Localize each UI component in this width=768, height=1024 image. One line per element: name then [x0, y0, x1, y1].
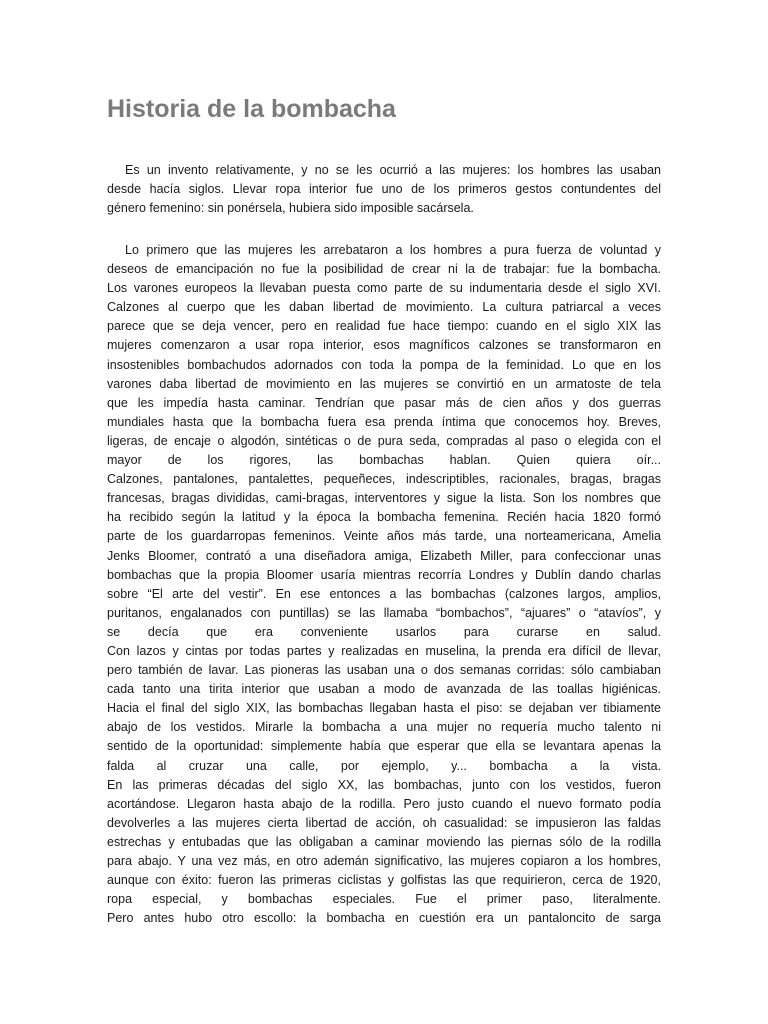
text-line: Lo primero que las mujeres les arrebataron a los hombres a pura fuerza de voluntad y — [125, 243, 661, 257]
text-line: estrechas y entubadas que las obligaban a caminar moviendo las piernas sólo de la rodilla — [107, 834, 661, 849]
text-line: acortándose. Llegaron hasta abajo de la rodilla. Pero justo cuando el nuevo formato podía — [107, 796, 661, 811]
text-line: mayor de los rigores, las bombachas hablan. Quien quiera oír... — [107, 453, 661, 468]
text-line: parte de los guardarropas femeninos. Veinte años más tarde, una norteamericana, Amelia — [107, 529, 661, 544]
text-line: que les impedía hasta caminar. Tendrían que pasar más de cien años y dos guerras — [107, 395, 661, 410]
paragraph-2 — [107, 241, 661, 928]
text-line: género femenino: sin ponérsela, hubiera sido imposible sacársela. — [107, 201, 474, 216]
text-line: Jenks Bloomer, contrató a una diseñadora amiga, Elizabeth Miller, para confeccionar unas — [107, 548, 661, 563]
text-line: ropa especial, y bombachas especiales. Fue el primer paso, literalmente. — [107, 892, 661, 907]
text-line: abajo de los vestidos. Mirarle la bombacha a una mujer no requería mucho talento ni — [107, 720, 661, 735]
text-line: ligeras, de encaje o algodón, sintéticas o de pura seda, compradas al paso o elegida con el — [107, 433, 661, 448]
text-line: deseos de emancipación no fue la posibilidad de crear ni la de trabajar: fue la bombacha. — [107, 262, 661, 277]
document-title: Historia de la bombacha — [107, 95, 396, 123]
text-line: Pero antes hubo otro escollo: la bombacha en cuestión era un pantaloncito de sarga — [107, 911, 661, 926]
text-line: devolverles a las mujeres cierta libertad de acción, oh casualidad: se impusieron las faldas — [107, 815, 661, 830]
text-line: Calzones al cuerpo que les daban libertad de movimiento. La cultura patriarcal a veces — [107, 300, 661, 315]
text-line: En las primeras décadas del siglo XX, las bombachas, junto con los vestidos, fueron — [107, 777, 661, 792]
text-line: ha recibido según la latitud y la época la bombacha femenina. Recién hacia 1820 formó — [107, 510, 661, 525]
text-line: para abajo. Y una vez más, en otro ademán significativo, las mujeres copiaron a los hombres, — [107, 854, 661, 868]
paragraph-1 — [107, 161, 661, 218]
text-line: Con lazos y cintas por todas partes y realizadas en muselina, la prenda era difícil de llevar, — [107, 643, 661, 658]
text-line: bombachas que la propia Bloomer usaría mientras recorría Londres y Dublín dando charlas — [107, 567, 661, 582]
text-line: insostenibles bombachudos adornados con toda la pompa de la feminidad. Lo que en los — [107, 357, 661, 372]
text-line: Calzones, pantalones, pantalettes, pequeñeces, indescriptibles, racionales, bragas, bragas — [107, 472, 661, 487]
text-line: puritanos, engalanados con puntillas) se las llamaba “bombachos”, “ajuares” o “atavíos”, y — [107, 605, 661, 620]
text-line: pero también de lavar. Las pioneras las usaban una o dos semanas corridas: sólo cambiaban — [107, 663, 661, 678]
text-line: sentido de la oportunidad: simplemente había que esperar que ella se levantara apenas la — [107, 739, 661, 754]
text-line: mujeres comenzaron a usar ropa interior, esos magníficos calzones se transformaron en — [107, 338, 661, 353]
text-line: sobre “El arte del vestir”. En ese entonces a las bombachas (calzones largos, amplios, — [107, 586, 661, 601]
text-line: Los varones europeos la llevaban puesta como parte de su indumentaria desde el siglo XVI. — [107, 281, 661, 296]
text-line: parece que se deja vencer, pero en realidad fue hace tiempo: cuando en el siglo XIX las — [107, 319, 661, 334]
text-line: mundiales hasta que la bombacha fuera esa prenda íntima que conocemos hoy. Breves, — [107, 414, 661, 429]
text-line: se decía que era conveniente usarlos para curarse en salud. — [107, 624, 661, 639]
text-line: desde hacía siglos. Llevar ropa interior fue uno de los primeros gestos contundentes del — [107, 182, 661, 197]
text-line: cada tanto una tirita interior que usaban a modo de avanzada de las toallas higiénicas. — [107, 682, 661, 697]
text-line: Hacia el final del siglo XIX, las bombachas llegaban hasta el piso: se dejaban ver tibiamente — [107, 701, 661, 716]
text-line: varones daba libertad de movimiento en las mujeres se convirtió en un armatoste de tela — [107, 376, 661, 391]
text-line: aunque con éxito: fueron las primeras ciclistas y golfistas las que requirieron, cerca de 1920, — [107, 873, 661, 888]
text-line: falda al cruzar una calle, por ejemplo, y... bombacha a la vista. — [107, 758, 661, 773]
text-line: francesas, bragas divididas, cami-bragas, interventores y sigue la lista. Son los nombres que — [107, 491, 661, 506]
text-line: Es un invento relativamente, y no se les ocurrió a las mujeres: los hombres las usaban — [125, 163, 661, 177]
